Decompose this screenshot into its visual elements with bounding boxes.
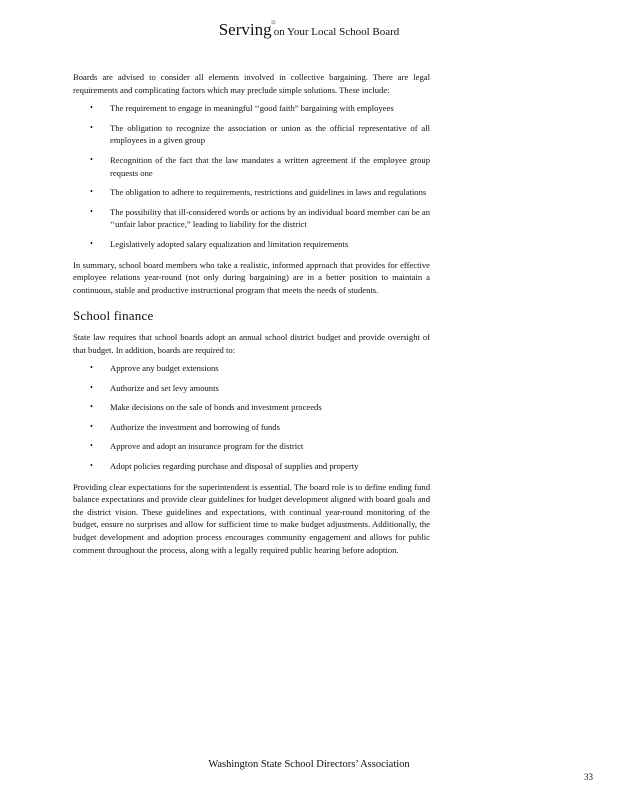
header-title-rest: on Your Local School Board (270, 26, 400, 38)
bullet-icon: • (90, 382, 93, 392)
list-item-text: Authorize and set levy amounts (110, 382, 219, 393)
list-item (73, 206, 430, 231)
bullet-icon: • (90, 206, 93, 216)
bullet-icon: • (90, 402, 93, 412)
bullet-icon: • (90, 421, 93, 431)
bullet-icon: • (90, 461, 93, 471)
list-item (73, 238, 430, 251)
list-item (73, 154, 430, 179)
bullet-icon: • (90, 441, 93, 451)
bullet-icon: • (90, 238, 93, 248)
list-item (73, 102, 430, 115)
list-item (73, 186, 430, 199)
list-item-text: The obligation to recognize the association or union as the official representative of all employees in a given group (110, 122, 430, 146)
list-item-text: Recognition of the fact that the law mandates a written agreement if the employee group requests one (110, 154, 430, 178)
body-content (73, 71, 430, 566)
list-item (73, 362, 430, 375)
bullet-icon: • (90, 363, 93, 373)
finance-intro-paragraph: State law requires that school boards adopt an annual school district budget and provide oversight of that budget. In addition, boards are required to: (73, 331, 430, 355)
list-item-text: Approve and adopt an insurance program for the district (110, 441, 304, 452)
intro-paragraph: Boards are advised to consider all elements involved in collective bargaining. There are legal requirements and complicating factors which may preclude simple solutions. These include: (73, 72, 430, 95)
list-item-text: Authorize the investment and borrowing of funds (110, 421, 280, 432)
header-title-lead: Serving (218, 20, 272, 39)
list-item-text: Approve any budget extensions (110, 363, 219, 374)
bullet-icon: • (90, 122, 93, 132)
finance-closing-paragraph: Providing clear expectations for the superintendent is essential. The board role is to define ending fund balance expectations and provide clear guidelines for budget development aligned with board goals and the district vision. These guidelines and expectations, with continual year-round monitoring of the budget, ensure no surprises and allow for sufficient time to make budget adjustments. Additionally, the budget development and adoption process encourages community engagement and allows for public comment throughout the process, along with a legally required public hearing before adoption. (73, 481, 430, 555)
list-item-text: The requirement to engage in meaningful ‘‘good faith” bargaining with employees (110, 103, 394, 114)
finance-list (73, 362, 430, 473)
header-flourish-icon: ☼ (269, 17, 277, 26)
list-item (73, 401, 430, 414)
summary-paragraph: In summary, school board members who take a realistic, informed approach that provides for effective employee relations year-round (not only during bargaining) are in a better position to maintain a continuous, stable and productive instructional program that meets the needs of students. (73, 259, 430, 295)
page-footer: Washington State School Directors’ Association (208, 759, 410, 770)
bargaining-list (73, 102, 430, 250)
list-item-text: The possibility that ill-considered words or actions by an individual board member can be an ‘‘unfair labor practice,” leading to liability for the district (110, 206, 430, 230)
list-item (73, 122, 430, 147)
list-item-text: Adopt policies regarding purchase and disposal of supplies and property (110, 461, 359, 472)
list-item (73, 460, 430, 473)
section-heading-school-finance: School finance (73, 308, 154, 324)
list-item (73, 382, 430, 395)
list-item-text: Make decisions on the sale of bonds and investment proceeds (110, 402, 322, 413)
page-number: 33 (584, 772, 593, 782)
running-header (0, 17, 618, 40)
list-item-text: The obligation to adhere to requirements, restrictions and guidelines in laws and regulations (110, 187, 427, 198)
bullet-icon: • (90, 187, 93, 197)
list-item (73, 421, 430, 434)
bullet-icon: • (90, 103, 93, 113)
bullet-icon: • (90, 154, 93, 164)
list-item-text: Legislatively adopted salary equalization and limitation requirements (110, 238, 349, 249)
list-item (73, 440, 430, 453)
